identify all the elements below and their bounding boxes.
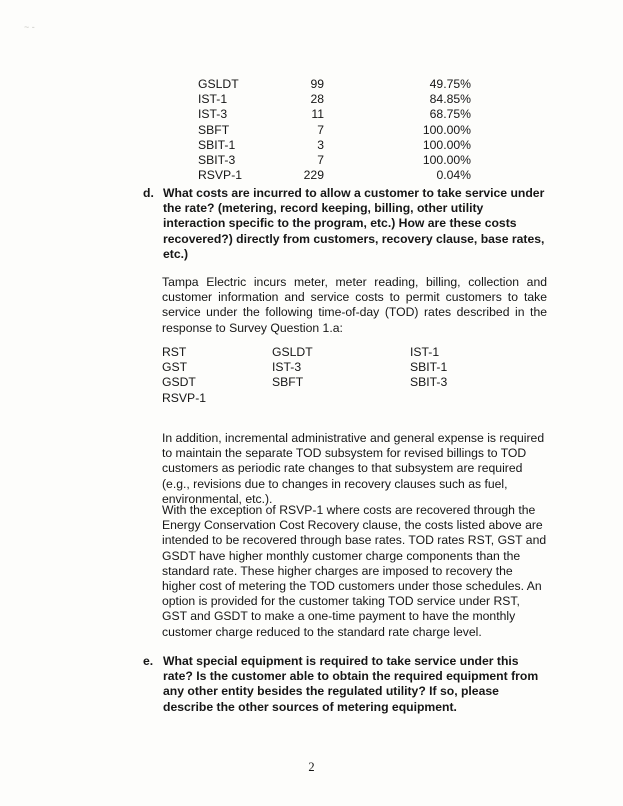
percentage: 49.75% — [429, 77, 471, 91]
table-row — [198, 77, 488, 92]
customer-count: 3 — [317, 137, 324, 152]
table-row — [198, 92, 488, 107]
schedule-code: IST-3 — [272, 360, 302, 375]
question-letter: e. — [143, 654, 154, 668]
answer-d-exception: With the exception of RSVP-1 where costs are recovered through the Energy Conservation Cost Recovery clause, the costs listed above are intended to be recovered through base rates. TOD rates RST, GST and GSDT have higher monthly customer charge components than the standard rate. These higher charges are imposed to recovery the higher cost of metering the TOD customers under those schedules. An option is provided for the customer taking TOD service under RST, GST and GSDT to make a one-time payment to have the monthly customer charge reduced to the standard rate charge level. — [162, 503, 547, 639]
answer-d-addition: In addition, incremental administrative and general expense is required to maintain the separate TOD subsystem for revised billings to TOD customers as periodic rate changes to that subsystem are required (e.g., revisions due to changes in recovery clauses such as fuel, environmental, etc.). — [162, 431, 545, 506]
schedule-code: SBFT — [272, 375, 304, 390]
schedule-column — [272, 345, 313, 391]
customer-count: 7 — [317, 152, 324, 167]
rate-code: GSLDT — [198, 77, 239, 91]
table-row — [198, 138, 488, 153]
margin-mark: ~ - — [24, 22, 35, 32]
customer-count: 7 — [317, 122, 324, 137]
schedule-code: RSVP-1 — [162, 390, 207, 405]
rate-code: RSVP-1 — [198, 168, 243, 183]
customer-count: 229 — [303, 168, 324, 183]
schedule-column — [410, 345, 447, 391]
rate-code: IST-1 — [198, 92, 228, 107]
schedule-code: GST — [162, 360, 188, 375]
customer-count: 99 — [310, 77, 324, 91]
percentage: 100.00% — [422, 122, 471, 137]
question-e — [143, 654, 548, 715]
customer-count: 11 — [311, 107, 324, 122]
customer-count: 28 — [310, 92, 324, 107]
percentage: 100.00% — [422, 152, 471, 167]
rate-code: SBIT-3 — [198, 152, 236, 167]
schedule-code: GSLDT — [272, 345, 313, 359]
question-text: What costs are incurred to allow a customer to take service under the rate? (metering, record keeping, billing, other utility interaction specific to the program, etc.) How are these costs recovered?) directly from customers, recovery clause, base rates, etc.) — [163, 186, 545, 261]
question-text: What special equipment is required to take service under this rate? Is the customer able to obtain the required equipment from any other entity besides the regulated utility? If so, please describe the other sources of metering equipment. — [163, 654, 539, 714]
rate-code: SBIT-1 — [198, 137, 236, 152]
answer-d-intro: Tampa Electric incurs meter, meter reading, billing, collection and customer information and service costs to permit customers to take service under the following time-of-day (TOD) rates described in the response to Survey Question 1.a: — [162, 275, 547, 335]
table-row — [198, 123, 488, 138]
table-row — [198, 107, 488, 122]
table-row — [198, 168, 488, 183]
rate-code: SBFT — [198, 122, 230, 137]
rate-code: IST-3 — [198, 107, 228, 122]
table-row — [198, 153, 488, 168]
schedule-code: RST — [162, 345, 187, 359]
percentage: 84.85% — [429, 92, 471, 107]
percentage: 68.75% — [429, 107, 471, 122]
schedule-code: IST-1 — [410, 345, 440, 359]
schedule-code: SBIT-3 — [410, 375, 448, 390]
question-letter: d. — [143, 186, 154, 200]
percentage: 100.00% — [422, 137, 471, 152]
percentage: 0.04% — [436, 168, 471, 183]
rate-customer-table — [198, 77, 488, 183]
question-d — [143, 186, 548, 262]
schedule-column — [162, 345, 206, 406]
page-number: 2 — [308, 760, 315, 774]
schedule-code: GSDT — [162, 375, 196, 390]
schedule-code: SBIT-1 — [410, 360, 448, 375]
